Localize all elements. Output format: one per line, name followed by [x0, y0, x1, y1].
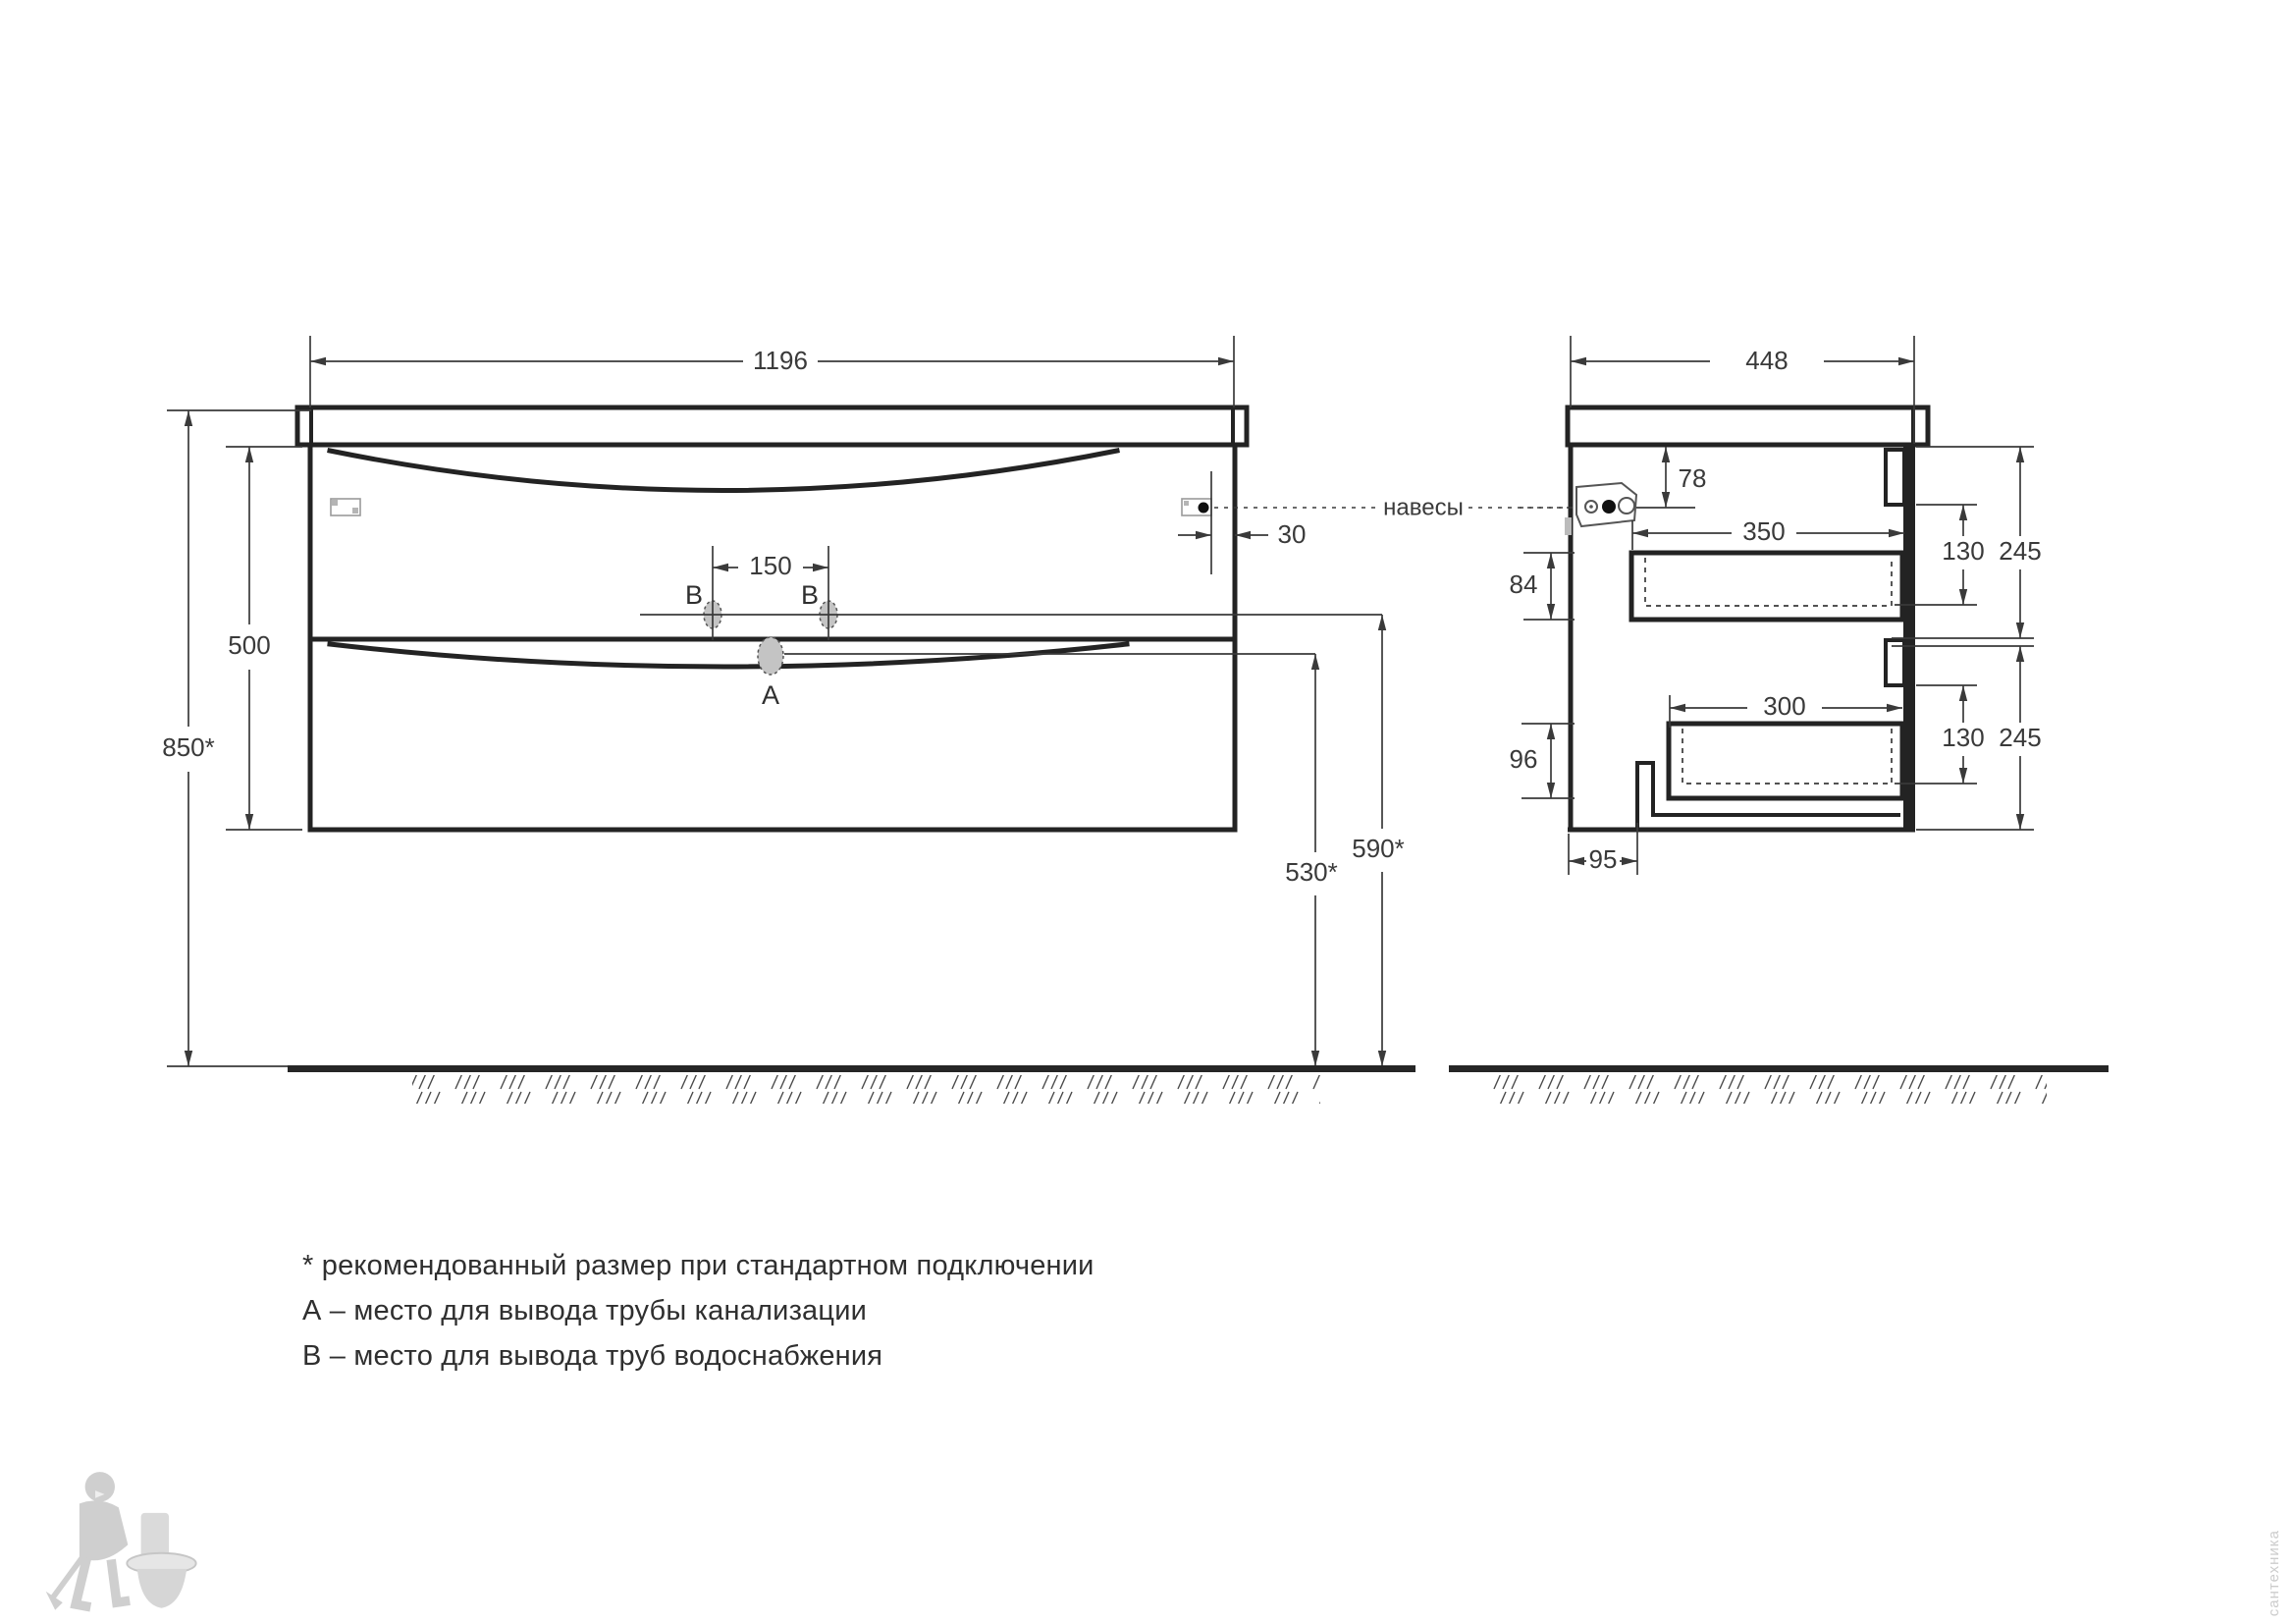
svg-text:530*: 530*	[1285, 856, 1338, 887]
svg-text:96: 96	[1509, 743, 1538, 774]
svg-text:500: 500	[228, 629, 271, 660]
top-handle-recess	[1886, 450, 1904, 505]
dim-front-width	[310, 336, 1234, 407]
svg-text:245: 245	[1999, 722, 2042, 752]
floor-hatch-right	[1492, 1075, 2047, 1104]
svg-text:245: 245	[1999, 535, 2042, 566]
dim-top-drawer-depth	[1632, 516, 1904, 550]
svg-text:150: 150	[749, 550, 792, 580]
front-view	[297, 407, 1247, 830]
floor-line-left	[288, 1065, 1415, 1072]
side-wall-plug	[1565, 517, 1572, 535]
hangers-label: навесы	[1383, 494, 1464, 521]
svg-text:590*: 590*	[1352, 833, 1405, 863]
vertical-watermark-text: сантехника	[2266, 1529, 2282, 1616]
svg-text:448: 448	[1745, 345, 1789, 375]
bottom-drawer-box	[1669, 724, 1902, 798]
top-drawer-inner	[1645, 558, 1892, 606]
label-b-right: B	[800, 580, 820, 611]
svg-text:1196: 1196	[753, 345, 808, 375]
dim-drain-height	[1285, 654, 1338, 1066]
svg-text:130: 130	[1942, 535, 1985, 566]
dim-body-height	[226, 447, 302, 830]
svg-text:300: 300	[1763, 690, 1806, 721]
legend-note-b: В – место для вывода труб водоснабжения	[302, 1340, 883, 1372]
front-top-drawer-curve	[330, 451, 1117, 491]
top-drawer-box	[1631, 553, 1902, 620]
legend	[302, 1243, 1284, 1379]
svg-text:30: 30	[1277, 518, 1307, 549]
legend-note-asterisk: * рекомендованный размер при стандартном подключении	[302, 1250, 1095, 1281]
side-countertop	[1568, 407, 1928, 445]
svg-text:78: 78	[1678, 462, 1707, 493]
dim-hanger-inset	[1178, 519, 1306, 549]
dim-water-height	[1352, 615, 1405, 1066]
dim-total-height	[162, 410, 311, 1066]
front-left-hanger-icon	[331, 499, 360, 515]
floor-hatch-left	[412, 1075, 1320, 1104]
bottom-drawer-inner	[1682, 729, 1892, 784]
drain-hole	[758, 637, 783, 675]
dim-bottom-drawer-inner	[1942, 685, 1984, 784]
bottom-handle-recess	[1886, 640, 1904, 685]
label-b-left: B	[684, 580, 704, 611]
floor	[288, 1065, 2109, 1104]
svg-text:84: 84	[1509, 568, 1538, 599]
plumber-watermark-logo	[46, 1472, 196, 1610]
svg-text:95: 95	[1588, 843, 1618, 874]
front-countertop	[297, 407, 1247, 445]
dim-hanger-top	[1666, 447, 1706, 508]
dim-top-drawer-front	[1510, 553, 1575, 620]
label-a: A	[761, 680, 780, 711]
dim-bottom-section	[1999, 646, 2041, 830]
front-bottom-drawer-curve	[330, 644, 1127, 667]
side-view	[1520, 407, 1928, 830]
floor-line-right	[1449, 1065, 2109, 1072]
dim-depth	[1571, 336, 1914, 444]
dim-top-drawer-inner	[1942, 505, 1984, 605]
front-right-hanger-icon	[1182, 471, 1211, 574]
svg-text:130: 130	[1942, 722, 1985, 752]
svg-text:350: 350	[1742, 515, 1786, 546]
dim-bottom-drawer-front	[1510, 724, 1575, 798]
legend-note-a: А – место для вывода трубы канализации	[302, 1295, 867, 1326]
svg-text:850*: 850*	[162, 731, 215, 762]
dim-top-section	[1999, 447, 2041, 638]
hanger-bracket	[1520, 483, 1695, 526]
